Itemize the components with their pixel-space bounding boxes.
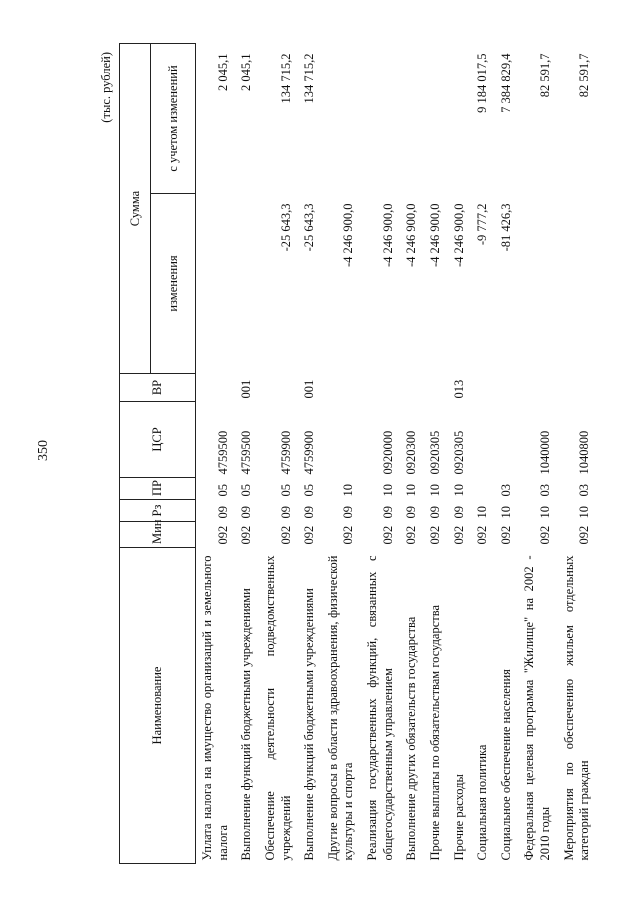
- table-body: [196, 44, 597, 864]
- cell-pr: 03: [498, 484, 513, 497]
- table-row: [424, 44, 448, 864]
- cell-name: Федеральная целевая программа "Жилище" на 2002 - 2010 годы: [522, 555, 552, 861]
- cell-csr: 4759500: [215, 430, 230, 475]
- cell-min: 092: [380, 525, 395, 545]
- budget-table: [119, 43, 597, 864]
- cell-change: -81 426,3: [498, 203, 513, 252]
- table-row: [259, 44, 298, 864]
- table-row: [400, 44, 424, 864]
- cell-name: Выполнение функций бюджетными учреждениями: [302, 588, 317, 861]
- cell-rz: 09: [404, 506, 419, 519]
- cell-rz: 09: [278, 506, 293, 519]
- cell-vr: 001: [302, 379, 317, 399]
- cell-total: 2 045,1: [239, 53, 254, 91]
- cell-vr: [259, 374, 298, 402]
- cell-total: 82 591,7: [538, 53, 552, 98]
- cell-change: -4 246 900,0: [427, 203, 442, 268]
- cell-total: 9 184 017,5: [475, 53, 490, 113]
- cell-change: -4 246 900,0: [404, 203, 419, 268]
- cell-csr: 0920305: [451, 430, 466, 475]
- cell-vr: [495, 374, 519, 402]
- table-row: [558, 44, 597, 864]
- cell-pr: 10: [427, 484, 442, 497]
- cell-rz: 09: [239, 506, 254, 519]
- cell-name: Другие вопросы в области здравоохранения, физической культуры и спорта: [325, 555, 356, 861]
- cell-csr: 1040000: [538, 430, 552, 475]
- cell-rz: 10: [498, 506, 513, 519]
- cell-min: 092: [215, 525, 230, 545]
- cell-vr: [471, 374, 495, 402]
- cell-change: [196, 194, 236, 374]
- cell-rz: 10: [538, 506, 552, 519]
- cell-name: Реализация государственных функций, связанных с общегосударственным управлением: [365, 555, 395, 861]
- cell-min: 092: [278, 525, 293, 545]
- cell-name: Прочие выплаты по обязательствам государства: [427, 604, 442, 861]
- table-row: [196, 44, 236, 864]
- cell-change: -4 246 900,0: [380, 203, 395, 268]
- table-row: [518, 44, 557, 864]
- cell-vr: 001: [239, 379, 254, 399]
- cell-csr: 1040800: [577, 430, 592, 475]
- header-with-changes: с учетом изменений: [151, 44, 196, 194]
- cell-rz: 09: [451, 506, 466, 519]
- cell-rz: 10: [577, 506, 592, 519]
- cell-min: 092: [538, 525, 552, 545]
- header-rz: Рз: [120, 500, 196, 522]
- cell-min: 092: [427, 525, 442, 545]
- header-pr: ПР: [120, 478, 196, 500]
- cell-pr: 03: [577, 484, 592, 497]
- page-number: 350: [36, 440, 51, 461]
- header-min: Мин: [120, 522, 196, 548]
- cell-csr: 4759500: [239, 430, 254, 475]
- cell-name: Выполнение функций бюджетными учреждениями: [239, 588, 254, 861]
- cell-csr: 0920305: [427, 430, 442, 475]
- header-csr: ЦСР: [120, 402, 196, 478]
- cell-change: [518, 194, 557, 374]
- cell-vr: 013: [451, 379, 466, 399]
- cell-total: 7 384 829,4: [498, 53, 513, 113]
- cell-name: Обеспечение деятельности подведомственных учреждений: [262, 555, 293, 861]
- cell-name: Социальное обеспечение населения: [498, 669, 513, 861]
- cell-csr: 4759900: [302, 430, 317, 475]
- cell-rz: 09: [215, 506, 230, 519]
- cell-change: -25 643,3: [302, 203, 317, 252]
- cell-rz: 10: [475, 506, 490, 519]
- header-sum: Сумма: [120, 44, 151, 374]
- cell-pr: 05: [215, 484, 230, 497]
- cell-total: [361, 44, 400, 194]
- table-row: [495, 44, 519, 864]
- cell-change: -4 246 900,0: [341, 203, 356, 268]
- cell-name: Социальная политика: [475, 744, 490, 861]
- header-name: Наименование: [120, 548, 196, 864]
- cell-min: 092: [302, 525, 317, 545]
- cell-csr: 4759900: [278, 430, 293, 475]
- cell-min: 092: [451, 525, 466, 545]
- rotated-page-content: [93, 44, 592, 864]
- table-row: [471, 44, 495, 864]
- cell-change: -25 643,3: [278, 203, 293, 252]
- table-row: [322, 44, 361, 864]
- table-row: [235, 44, 259, 864]
- cell-pr: 10: [341, 484, 356, 497]
- cell-vr: [400, 374, 424, 402]
- header-vr: ВР: [120, 374, 196, 402]
- cell-vr: [558, 374, 597, 402]
- cell-name: Прочие расходы: [451, 774, 466, 861]
- cell-total: [424, 44, 448, 194]
- cell-vr: [361, 374, 400, 402]
- cell-pr: 05: [239, 484, 254, 497]
- cell-rz: 09: [341, 506, 356, 519]
- cell-name: Мероприятия по обеспечению жильем отдельных категорий граждан: [561, 555, 592, 861]
- cell-vr: [424, 374, 448, 402]
- cell-total: [322, 44, 361, 194]
- cell-min: 092: [341, 525, 356, 545]
- cell-rz: 09: [302, 506, 317, 519]
- cell-total: [448, 44, 472, 194]
- cell-pr: 03: [538, 484, 552, 497]
- cell-change: -4 246 900,0: [451, 203, 466, 268]
- cell-total: 2 045,1: [215, 53, 230, 91]
- table-row: [361, 44, 400, 864]
- cell-csr: [322, 402, 361, 478]
- table-row: [448, 44, 472, 864]
- cell-rz: 09: [380, 506, 395, 519]
- cell-pr: 05: [278, 484, 293, 497]
- cell-name: Выполнение других обязательств государства: [404, 616, 419, 861]
- cell-pr: 10: [404, 484, 419, 497]
- table-row: [298, 44, 322, 864]
- header-changes: изменения: [151, 194, 196, 374]
- cell-total: [400, 44, 424, 194]
- cell-min: 092: [239, 525, 254, 545]
- cell-vr: [518, 374, 557, 402]
- cell-change: -9 777,2: [475, 203, 490, 246]
- unit-note: (тыс. рублей): [99, 52, 113, 123]
- cell-pr: 05: [302, 484, 317, 497]
- cell-min: 092: [404, 525, 419, 545]
- cell-min: 092: [577, 525, 592, 545]
- table-header: [120, 44, 196, 864]
- cell-total: 134 715,2: [302, 53, 317, 104]
- cell-total: 134 715,2: [278, 53, 293, 104]
- cell-min: 092: [498, 525, 513, 545]
- cell-csr: 0920000: [380, 430, 395, 475]
- cell-vr: [322, 374, 361, 402]
- cell-change: [235, 194, 259, 374]
- cell-csr: 0920300: [404, 430, 419, 475]
- cell-change: [558, 194, 597, 374]
- cell-pr: 10: [380, 484, 395, 497]
- cell-min: 092: [475, 525, 490, 545]
- cell-rz: 09: [427, 506, 442, 519]
- cell-pr: [471, 478, 495, 500]
- cell-csr: [495, 402, 519, 478]
- cell-csr: [471, 402, 495, 478]
- cell-pr: 10: [451, 484, 466, 497]
- cell-name: Уплата налога на имущество организаций и земельного налога: [200, 555, 230, 861]
- cell-vr: [196, 374, 236, 402]
- cell-total: 82 591,7: [577, 53, 592, 98]
